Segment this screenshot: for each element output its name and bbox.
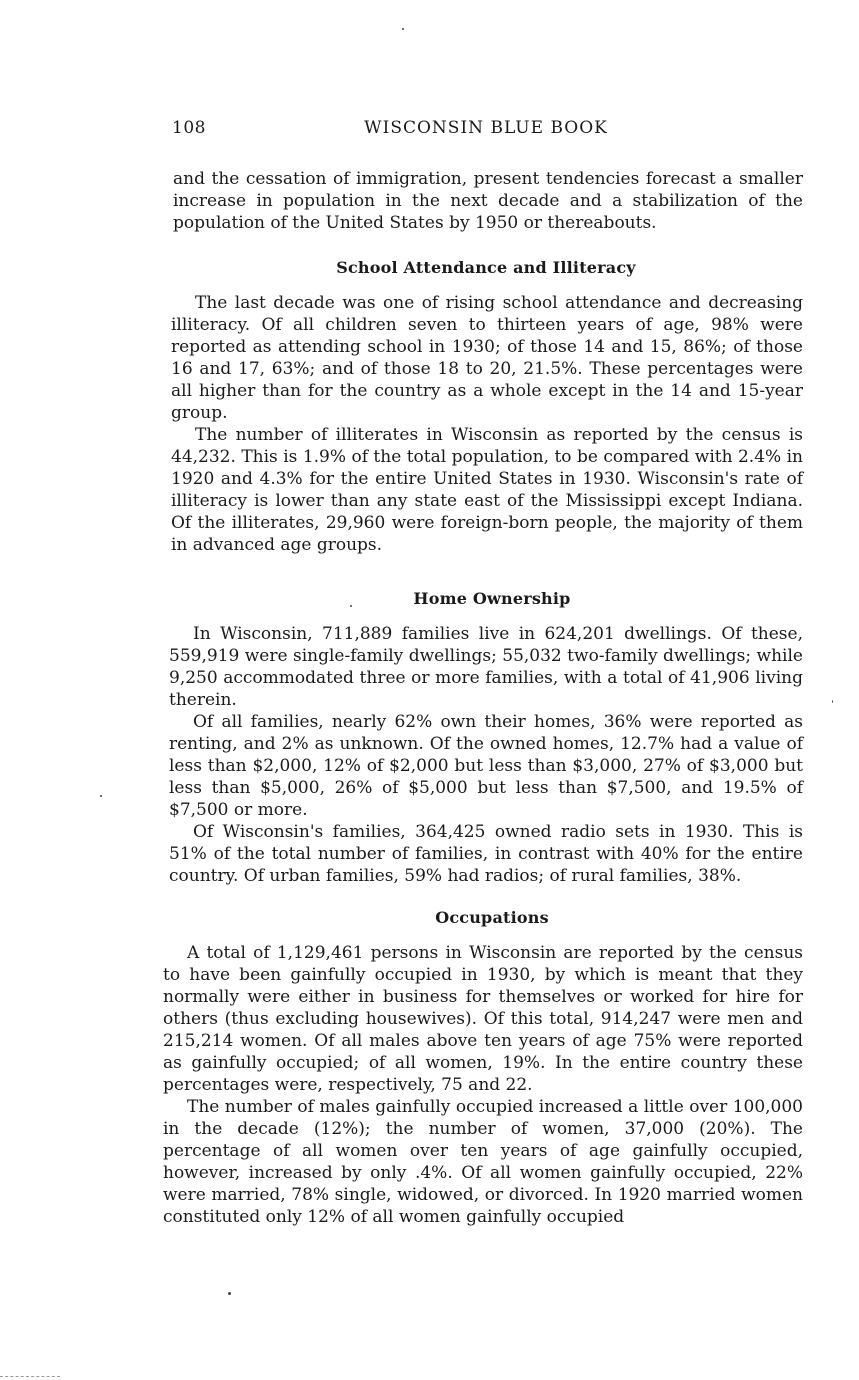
page-number: 108 [172,118,206,138]
scan-speck [402,28,404,30]
section-heading-home-ownership: Home Ownership [413,589,571,608]
page-body [163,168,803,1228]
paragraph-occupations-2: The number of males gainfully occupied increased a little over 100,000 in the decade (12%); the number of women, 37,000 (20%). The percentage of all women over ten years of age gainfully occupied, however, increased by only .4%. Of all women gainfully occupied, 22% were married, 78% single, widowed, or divorced. In 1920 married women constituted only 12% of all women gainfully occupied [163,1097,803,1227]
scan-speck [350,605,352,607]
page-header [172,118,800,142]
continuation-paragraph: and the cessation of immigration, present tendencies forecast a smaller increase in population in the next decade and a stabilization of the population of the United States by 1950 or thereabouts. [173,169,803,233]
scan-speck [100,795,102,797]
scan-speck [832,700,833,703]
section-heading-occupations: Occupations [435,908,549,927]
section-heading-school-attendance: School Attendance and Illiteracy [336,258,636,277]
paragraph-home-2: Of all families, nearly 62% own their homes, 36% were reported as renting, and 2% as unknown. Of the owned homes, 12.7% had a value of less than $2,000, 12% of $2,000 but less than $3,000, 27% of $3,000 but less than $5,000, 26% of $5,000 but less than $7,500, and 19.5% of $7,500 or more. [169,712,803,820]
scan-speck [228,1292,231,1295]
paragraph-home-1: In Wisconsin, 711,889 families live in 624,201 dwellings. Of these, 559,919 were single-family dwellings; 55,032 two-family dwellings; while 9,250 accommodated three or more families, with a total of 41,906 living therein. [169,624,803,710]
paragraph-school-2: The number of illiterates in Wisconsin as reported by the census is 44,232. This is 1.9% of the total population, to be compared with 2.4% in 1920 and 4.3% for the entire United States in 1930. Wisconsin's rate of illiteracy is lower than any state east of the Mississippi except Indiana. Of the illiterates, 29,960 were foreign-born people, the majority of them in advanced age groups. [171,425,803,555]
paragraph-home-3: Of Wisconsin's families, 364,425 owned radio sets in 1930. This is 51% of the total number of families, in contrast with 40% for the entire country. Of urban families, 59% had radios; of rural families, 38%. [169,822,803,886]
paragraph-occupations-1: A total of 1,129,461 persons in Wisconsin are reported by the census to have been gainfully occupied in 1930, by which is meant that they normally were either in business for themselves or worked for hire for others (thus excluding housewives). Of this total, 914,247 were men and 215,214 women. Of all males above ten years of age 75% were reported as gainfully occupied; of all women, 19%. In the entire country these percentages were, respectively, 75 and 22. [163,943,803,1095]
scan-edge-mark [0,1376,60,1378]
running-title: WISCONSIN BLUE BOOK [364,118,608,138]
paragraph-school-1: The last decade was one of rising school attendance and decreasing illiteracy. Of all children seven to thirteen years of age, 98% were reported as attending school in 1930; of those 14 and 15, 86%; of those 16 and 17, 63%; and of those 18 to 20, 21.5%. These percentages were all higher than for the country as a whole except in the 14 and 15-year group. [171,293,803,423]
